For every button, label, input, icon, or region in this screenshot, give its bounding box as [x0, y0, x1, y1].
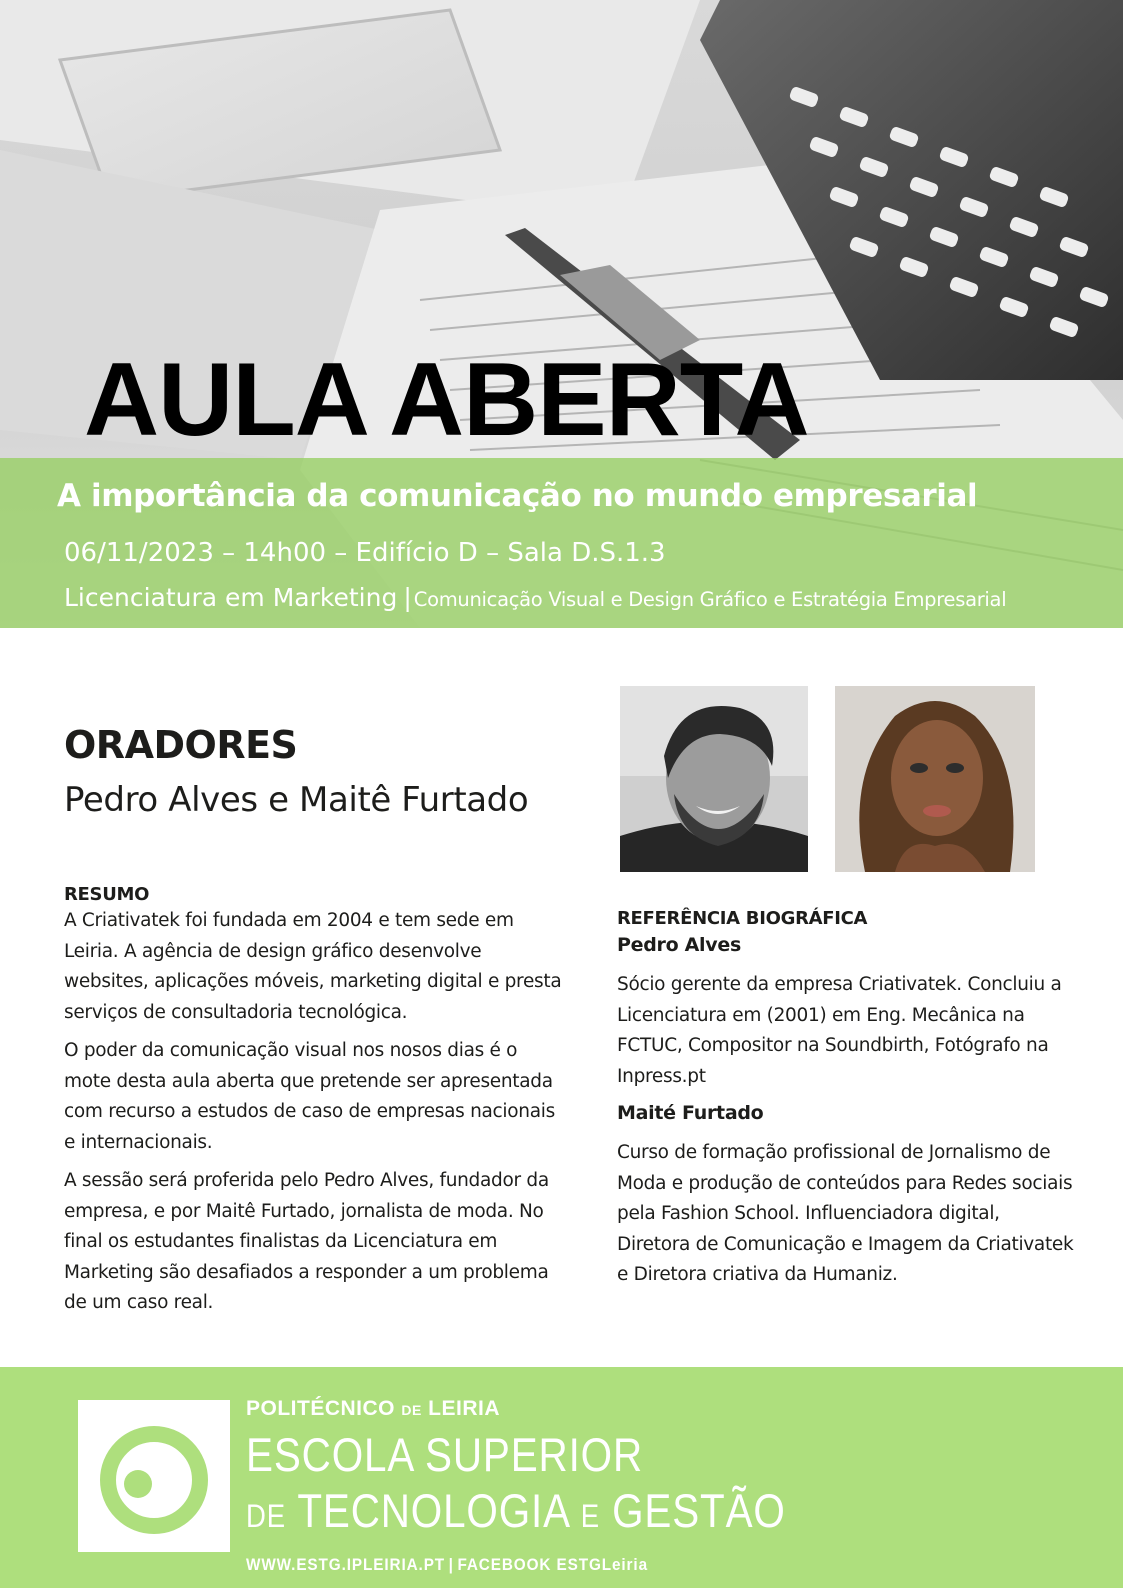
- website-link[interactable]: WWW.ESTG.IPLEIRIA.PT: [246, 1555, 446, 1574]
- summary-label: RESUMO: [64, 884, 150, 905]
- summary-paragraph: A Criativatek foi fundada em 2004 e tem sede em Leiria. A agência de design gráfico desenvolve websites, aplicações móveis, marketing digital e presta serviços de consultadoria tecnológica.: [64, 910, 562, 1023]
- footer-institution: [246, 1396, 874, 1576]
- hero-banner: [0, 0, 1123, 628]
- bio-person-name: Maité Furtado: [617, 1102, 764, 1124]
- speakers-heading: ORADORES: [64, 723, 298, 767]
- course-names: Comunicação Visual e Design Gráfico e Estratégia Empresarial: [413, 588, 1007, 611]
- school-name-line2: DE TECNOLOGIA E GESTÃO: [246, 1484, 786, 1537]
- page-title: AULA ABERTA: [84, 342, 809, 458]
- event-subtitle: A importância da comunicação no mundo empresarial: [57, 478, 978, 514]
- speaker-photo-maite: [835, 686, 1035, 872]
- degree-name: Licenciatura em Marketing: [64, 583, 398, 612]
- institution-name: POLITÉCNICO DE LEIRIA: [246, 1397, 500, 1420]
- bio-person-text: Sócio gerente da empresa Criativatek. Concluiu a Licenciatura em (2001) em Eng. Mecânica na FCTUC, Compositor na Soundbirth, Fotógrafo na Inpress.pt: [617, 974, 1062, 1087]
- speakers-names: Pedro Alves e Maitê Furtado: [64, 780, 529, 820]
- facebook-link[interactable]: FACEBOOK ESTGLeiria: [457, 1555, 648, 1574]
- event-datetime: 06/11/2023 – 14h00 – Edifício D – Sala D.S.1.3: [64, 538, 666, 568]
- summary-paragraph: O poder da comunicação visual nos nosos dias é o mote desta aula aberta que pretende ser apresentada com recurso a estudos de caso de empresas nacionais e internacionais.: [64, 1040, 555, 1153]
- programme-separator: |: [403, 583, 412, 612]
- footer-links: [246, 1554, 811, 1576]
- school-name-line1: ESCOLA SUPERIOR: [246, 1428, 644, 1481]
- school-logo-icon: [78, 1400, 230, 1552]
- summary-section: [64, 884, 564, 1327]
- event-programme: [64, 583, 1006, 612]
- summary-paragraph: A sessão será proferida pelo Pedro Alves, fundador da empresa, e por Maitê Furtado, jornalista de moda. No final os estudantes finalistas da Licenciatura em Marketing são desafiados a responder a um problema de um caso real.: [64, 1170, 549, 1313]
- bio-person-name: Pedro Alves: [617, 934, 741, 956]
- school-logo: [78, 1400, 230, 1552]
- footer-divider: |: [448, 1555, 454, 1574]
- biography-label: REFERÊNCIA BIOGRÁFICA: [617, 908, 868, 929]
- speaker-photo-pedro: [620, 686, 808, 872]
- bio-person-text: Curso de formação profissional de Jornalismo de Moda e produção de conteúdos para Redes sociais pela Fashion School. Influenciadora digital, Diretora de Comunicação e Imagem da Criativatek e Diretora criativa da Humaniz.: [617, 1142, 1074, 1285]
- biography-section: [617, 908, 1077, 1297]
